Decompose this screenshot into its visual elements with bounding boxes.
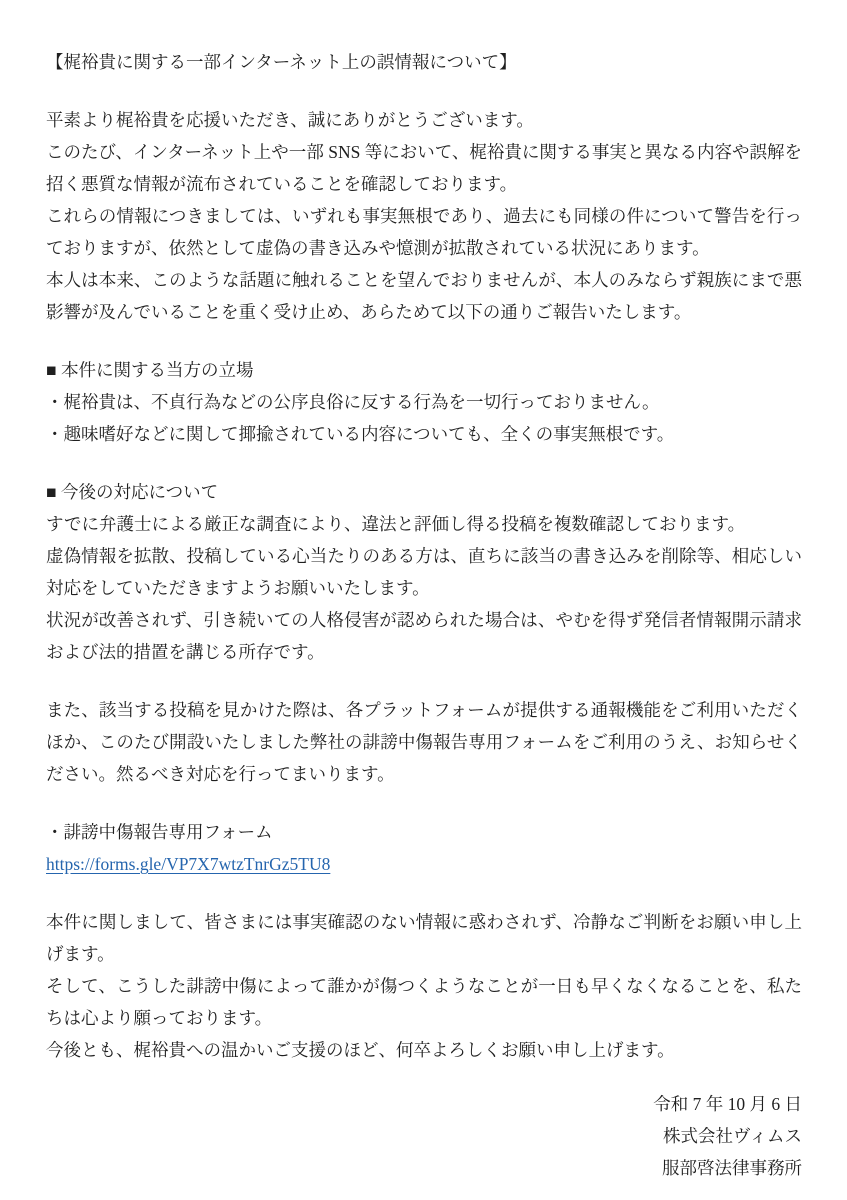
response-paragraph: 状況が改善されず、引き続いての人格侵害が認められた場合は、やむを得ず発信者情報開示請求および法的措置を講じる所存です。: [46, 610, 802, 662]
signature-block: [46, 1088, 802, 1184]
form-label: ・誹謗中傷報告専用フォーム: [46, 822, 273, 842]
closing-paragraph: そして、こうした誹謗中傷によって誰かが傷つくようなことが一日も早くなくなることを、私たちは心より願っております。: [46, 976, 802, 1028]
intro-section: [46, 104, 802, 328]
response-section-heading: ■ 今後の対応について: [46, 482, 219, 502]
closing-paragraph: 本件に関しまして、皆さまには事実確認のない情報に惑わされず、冷静なご判断をお願い申し上げます。: [46, 912, 802, 964]
position-bullet-item: ・趣味嗜好などに関して揶揄されている内容についても、全くの事実無根です。: [46, 424, 675, 444]
response-section: [46, 476, 802, 668]
report-paragraph: また、該当する投稿を見かけた際は、各プラットフォームが提供する通報機能をご利用いただくほか、このたび開設いたしました弊社の誹謗中傷報告専用フォームをご利用のうえ、お知らせください。然るべき対応を行ってまいります。: [46, 700, 802, 784]
form-section: [46, 816, 802, 880]
response-paragraph: 虚偽情報を拡散、投稿している心当たりのある方は、直ちに該当の書き込みを削除等、相応しい対応をしていただきますようお願いいたします。: [46, 546, 802, 598]
intro-paragraph: これらの情報につきましては、いずれも事実無根であり、過去にも同様の件について警告を行っておりますが、依然として虚偽の書き込みや憶測が拡散されている状況にあります。: [46, 206, 802, 258]
closing-paragraph: 今後とも、梶裕貴への温かいご支援のほど、何卒よろしくお願い申し上げます。: [46, 1040, 675, 1060]
form-link-line: [46, 848, 802, 880]
closing-section: [46, 906, 802, 1066]
signature-date: 令和 7 年 10 月 6 日: [653, 1094, 802, 1114]
document-title: 【梶裕貴に関する一部インターネット上の誤情報について】: [46, 52, 517, 72]
position-section: [46, 354, 802, 450]
intro-paragraph: 本人は本来、このような話題に触れることを望んでおりませんが、本人のみならず親族にまで悪影響が及んでいることを重く受け止め、あらためて以下の通りご報告いたします。: [46, 270, 802, 322]
position-section-heading: ■ 本件に関する当方の立場: [46, 360, 254, 380]
position-bullet-item: ・梶裕貴は、不貞行為などの公序良俗に反する行為を一切行っておりません。: [46, 392, 660, 412]
intro-paragraph: 平素より梶裕貴を応援いただき、誠にありがとうございます。: [46, 110, 534, 130]
report-form-link[interactable]: https://forms.gle/VP7X7wtzTnrGz5TU8: [46, 854, 331, 874]
response-paragraph: すでに弁護士による厳正な調査により、違法と評価し得る投稿を複数確認しております。: [46, 514, 746, 534]
signature-law-firm: 服部啓法律事務所: [662, 1158, 802, 1178]
signature-company: 株式会社ヴィムス: [663, 1126, 802, 1146]
intro-paragraph: このたび、インターネット上や一部 SNS 等において、梶裕貴に関する事実と異なる内容や誤解を招く悪質な情報が流布されていることを確認しております。: [46, 142, 802, 194]
